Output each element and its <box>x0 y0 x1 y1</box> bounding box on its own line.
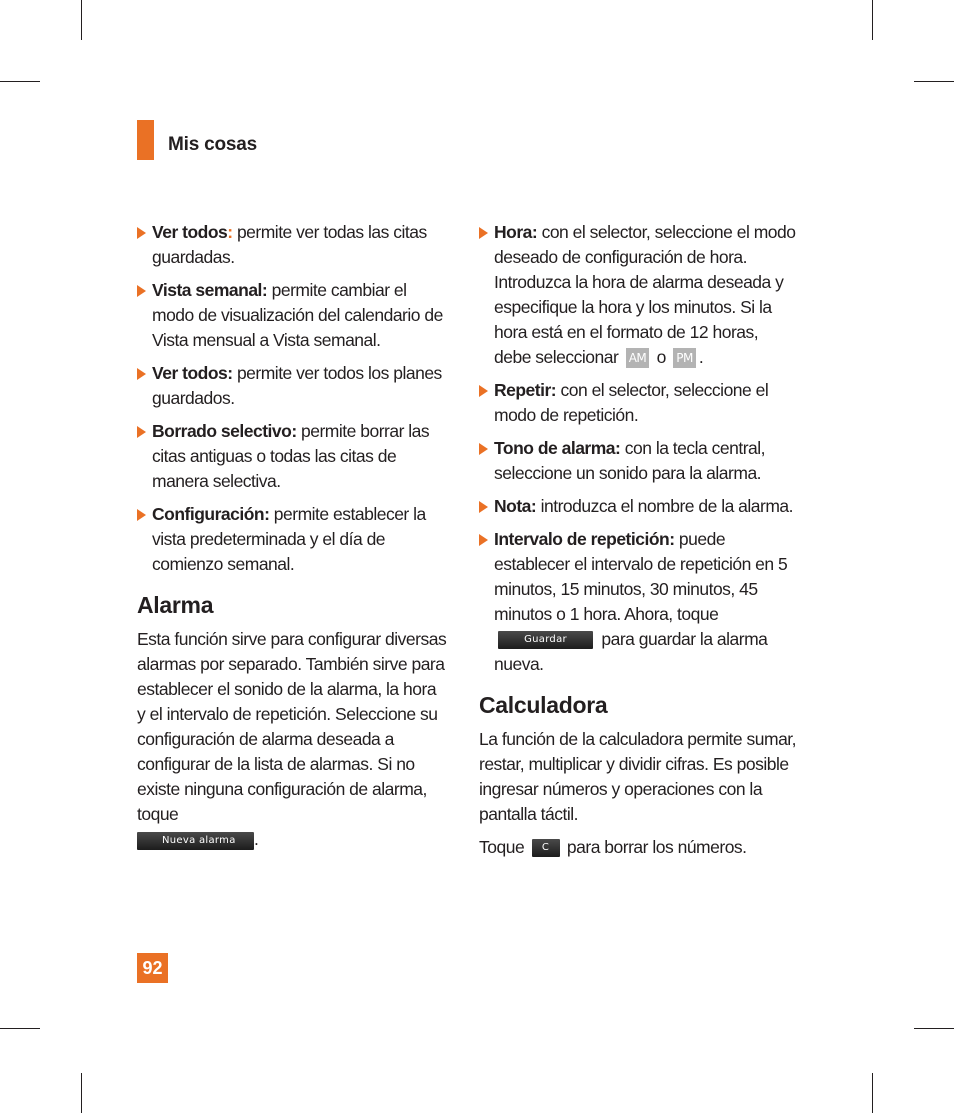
crop-mark <box>81 1073 82 1113</box>
calculadora-heading: Calculadora <box>479 692 608 718</box>
left-column <box>137 220 447 860</box>
am-badge: AM <box>626 348 650 368</box>
crop-mark <box>0 1028 40 1029</box>
item-term: Vista semanal: <box>152 280 268 300</box>
item-text: permite cambiar el modo de visualización del calendario de Vista mensual a Vista semanal. <box>152 280 443 350</box>
item-text: con el selector, seleccione el modo deseado de configuración de hora. Introduzca la hora de alarma deseada y especifique la hora y los minutos. Si la hora está en el formato de 12 horas, debe seleccionar <box>494 222 796 367</box>
item-term: Ver todos <box>152 222 228 242</box>
right-column <box>479 220 797 868</box>
item-term: Tono de alarma: <box>494 438 621 458</box>
clear-button: C <box>532 839 560 857</box>
item-text: permite establecer la vista predeterminada y el día de comienzo semanal. <box>152 504 426 574</box>
crop-mark <box>872 0 873 40</box>
bullet-arrow-icon <box>137 509 146 521</box>
bullet-arrow-icon <box>137 426 146 438</box>
list-item <box>479 527 797 677</box>
item-text: puede establecer el intervalo de repetición en 5 minutos, 15 minutos, 30 minutos, 45 minutos o 1 hora. Ahora, toque <box>494 529 788 624</box>
item-text: con la tecla central, seleccione un sonido para la alarma. <box>494 438 766 483</box>
bullet-arrow-icon <box>137 285 146 297</box>
list-item <box>137 502 447 577</box>
crop-mark <box>0 81 40 82</box>
list-item <box>137 220 447 270</box>
bullet-arrow-icon <box>479 534 488 546</box>
toque-after: para borrar los números. <box>562 837 747 857</box>
list-item <box>479 436 797 486</box>
bullet-arrow-icon <box>479 227 488 239</box>
list-item <box>137 419 447 494</box>
nueva-alarma-button: Nueva alarma <box>137 832 254 850</box>
crop-mark <box>872 1073 873 1113</box>
list-item <box>137 278 447 353</box>
alarma-end: . <box>254 829 259 849</box>
guardar-button: Guardar <box>498 631 593 649</box>
calculadora-body: La función de la calculadora permite sumar, restar, multiplicar y dividir cifras. Es posible ingresar números y operaciones con la pantalla táctil. <box>479 729 797 824</box>
item-term: Hora: <box>494 222 538 242</box>
list-item <box>137 361 447 411</box>
item-colon: : <box>227 222 233 242</box>
bullet-arrow-icon <box>479 385 488 397</box>
item-term: Intervalo de repetición: <box>494 529 675 549</box>
item-term: Repetir: <box>494 380 557 400</box>
toque-text: Toque <box>479 837 525 857</box>
item-term: Borrado selectivo: <box>152 421 297 441</box>
item-text: permite ver todas las citas guardadas. <box>152 222 427 267</box>
list-item <box>479 494 797 519</box>
list-item <box>479 378 797 428</box>
bullet-arrow-icon <box>479 501 488 513</box>
crop-mark <box>81 0 82 40</box>
item-term: Configuración: <box>152 504 270 524</box>
alarma-body <box>137 627 447 852</box>
item-term: Ver todos: <box>152 363 233 383</box>
pm-badge: PM <box>673 348 696 368</box>
alarma-body-text: Esta función sirve para configurar diversas alarmas por separado. También sirve para establecer el sonido de la alarma, la hora y el intervalo de repetición. Seleccione su configuración de alarma deseada a configurar de la lista de alarmas. Si no existe ninguna configuración de alarma, toque <box>137 629 447 824</box>
item-text: con el selector, seleccione el modo de repetición. <box>494 380 769 425</box>
alarma-heading: Alarma <box>137 592 214 618</box>
bullet-arrow-icon <box>137 227 146 239</box>
or-text: o <box>652 347 671 367</box>
page-number: 92 <box>137 953 168 983</box>
item-text: permite ver todos los planes guardados. <box>152 363 442 408</box>
section-title: Mis cosas <box>168 134 258 155</box>
bullet-arrow-icon <box>137 368 146 380</box>
crop-mark <box>914 81 954 82</box>
list-item <box>479 220 797 370</box>
item-end: . <box>698 347 704 367</box>
item-term: Nota: <box>494 496 537 516</box>
bullet-arrow-icon <box>479 443 488 455</box>
item-text: introduzca el nombre de la alarma. <box>536 496 794 516</box>
calculadora-toque <box>479 835 797 860</box>
item-text: permite borrar las citas antiguas o todas las citas de manera selectiva. <box>152 421 430 491</box>
section-marker <box>137 120 154 160</box>
crop-mark <box>914 1028 954 1029</box>
item-end: para guardar la alarma nueva. <box>494 629 768 674</box>
